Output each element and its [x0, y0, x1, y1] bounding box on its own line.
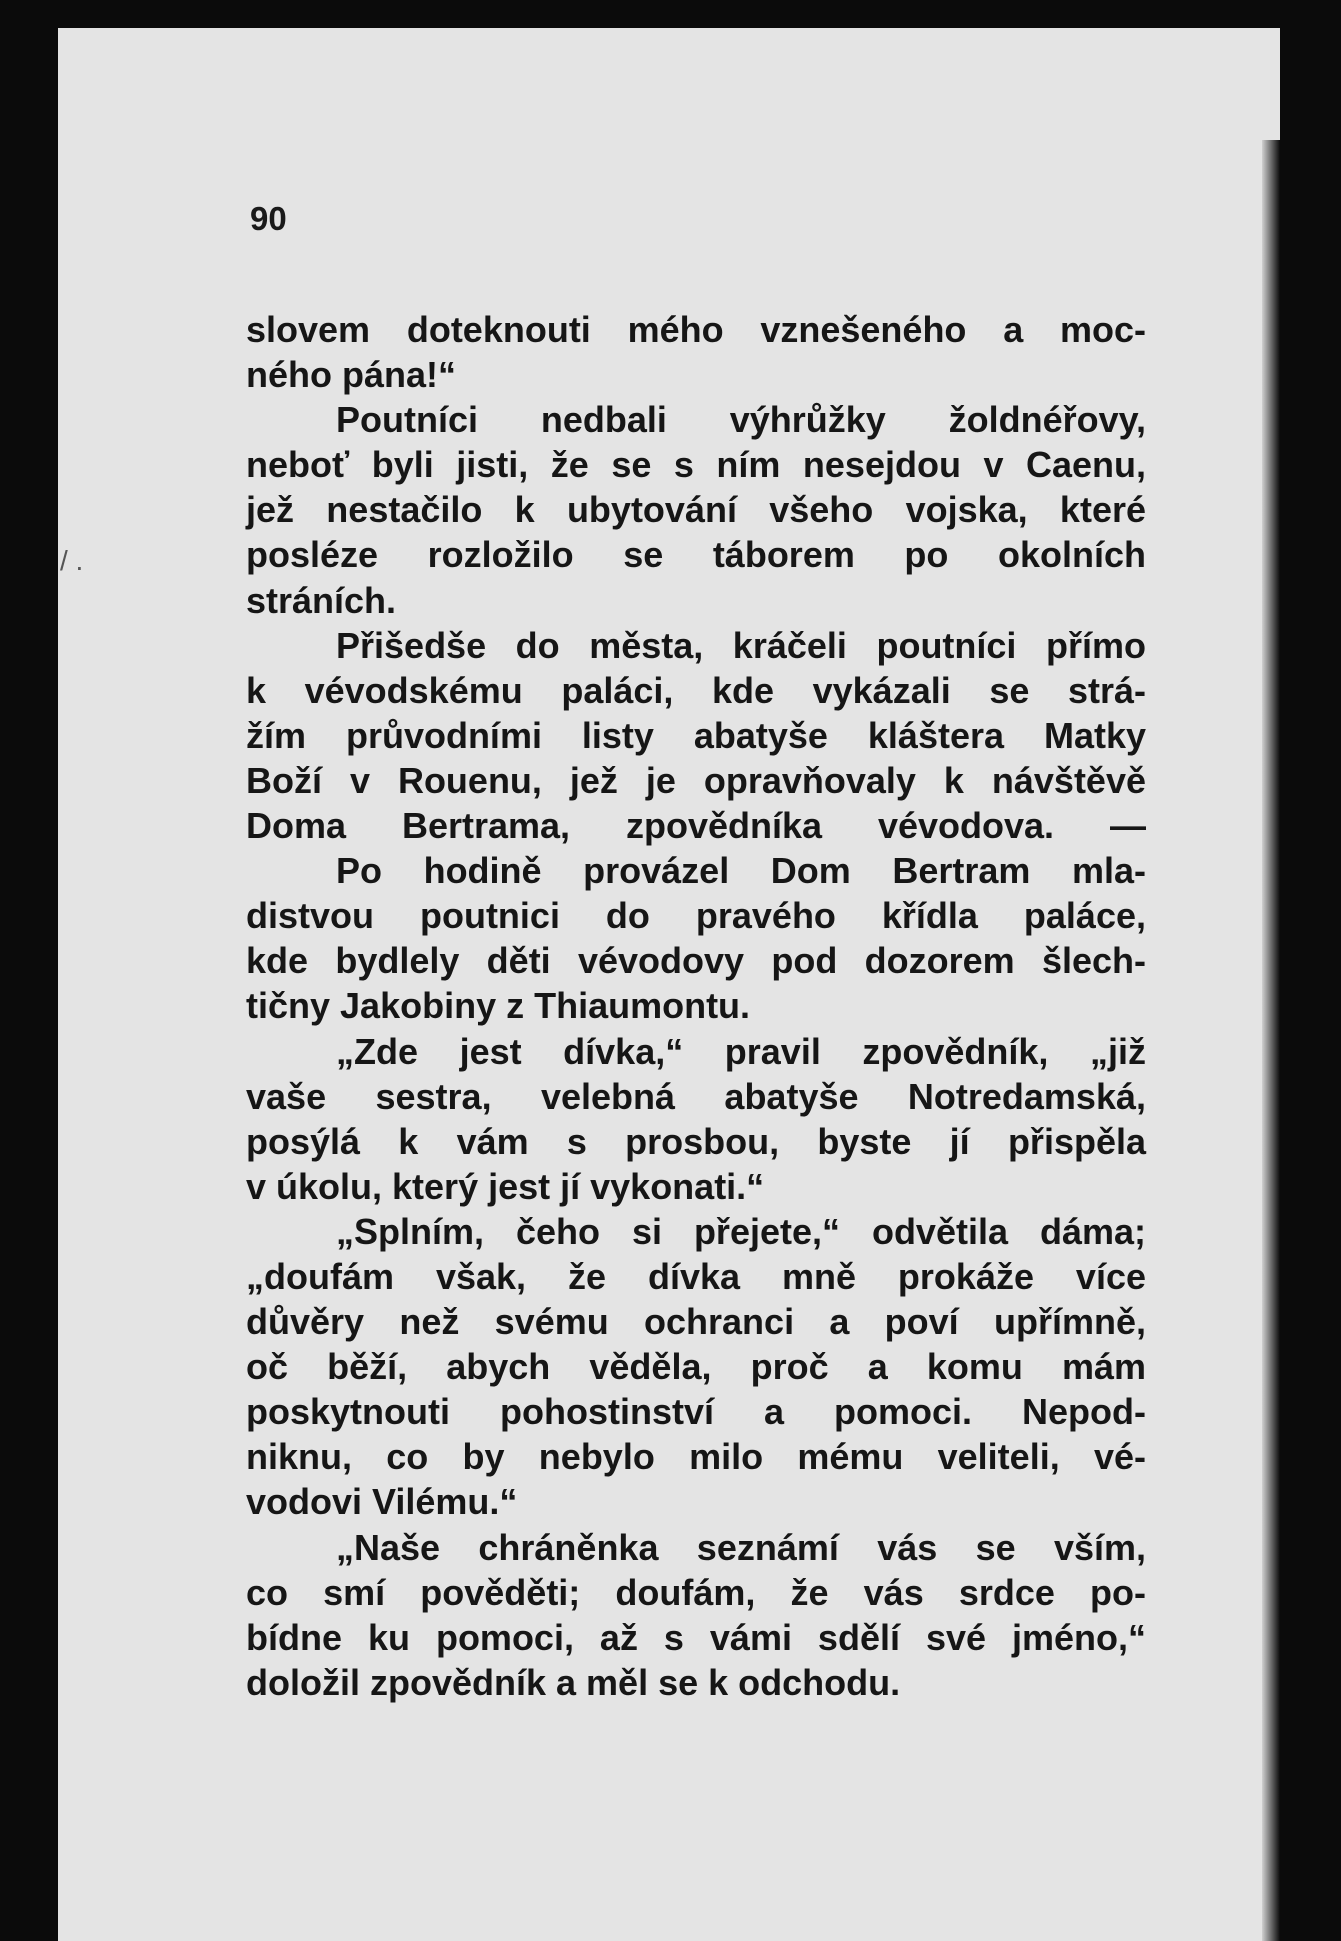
text-line: jež nestačilo k ubytování všeho vojska, které [246, 489, 1146, 531]
text-line: žím průvodními listy abatyše kláštera Matky [246, 714, 1146, 756]
text-line: Po hodině provázel Dom Bertram mla- [336, 850, 1146, 892]
text-line: ného pána!“ [246, 354, 457, 396]
text-line: neboť byli jisti, že se s ním nesejdou v Caenu, [246, 444, 1146, 486]
page-number: 90 [250, 200, 287, 237]
text-line: poskytnouti pohostinství a pomoci. Nepod- [246, 1391, 1146, 1433]
text-line: Doma Bertrama, zpovědníka vévodova. — [246, 805, 1146, 847]
page-edge-shadow [1262, 140, 1280, 1941]
text-line: bídne ku pomoci, až s vámi sdělí své jméno,“ [246, 1616, 1146, 1658]
text-line: doložil zpovědník a měl se k odchodu. [246, 1661, 901, 1703]
text-line: stráních. [246, 579, 397, 621]
text-line: slovem doteknouti mého vznešeného a moc- [246, 309, 1146, 350]
text-line: Boží v Rouenu, jež je opravňovaly k návštěvě [246, 759, 1146, 801]
text-line: Přišedše do města, kráčeli poutníci přímo [336, 624, 1146, 666]
text-line: posýlá k vám s prosbou, byste jí přispěla [246, 1120, 1146, 1162]
text-line: tičny Jakobiny z Thiaumontu. [246, 985, 751, 1027]
text-line: důvěry než svému ochranci a poví upřímně, [246, 1301, 1146, 1343]
text-line: niknu, co by nebylo milo mému veliteli, vé- [246, 1436, 1146, 1478]
text-line: oč běží, abych věděla, proč a komu mám [246, 1346, 1146, 1388]
text-line: k vévodskému paláci, kde vykázali se strá- [246, 669, 1146, 711]
text-line: co smí pověděti; doufám, že vás srdce po- [246, 1571, 1146, 1613]
margin-mark: / . [60, 545, 84, 576]
text-line: „doufám však, že dívka mně prokáže více [246, 1255, 1146, 1297]
text-line: „Naše chráněnka seznámí vás se vším, [336, 1526, 1146, 1568]
text-line: posléze rozložilo se táborem po okolních [246, 534, 1146, 576]
text-line: vodovi Vilému.“ [246, 1481, 518, 1523]
text-line: „Splním, čeho si přejete,“ odvětila dáma; [336, 1210, 1146, 1252]
text-line: „Zde jest dívka,“ pravil zpovědník, „již [336, 1030, 1146, 1072]
text-line: kde bydlely děti vévodovy pod dozorem šlech- [246, 940, 1146, 982]
text-line: distvou poutnici do pravého křídla paláce, [246, 895, 1146, 937]
text-line: v úkolu, který jest jí vykonati.“ [246, 1165, 765, 1207]
text-line: vaše sestra, velebná abatyše Notredamská, [246, 1075, 1146, 1117]
text-line: Poutníci nedbali výhrůžky žoldnéřovy, [336, 399, 1146, 441]
body-text [246, 307, 1146, 1705]
